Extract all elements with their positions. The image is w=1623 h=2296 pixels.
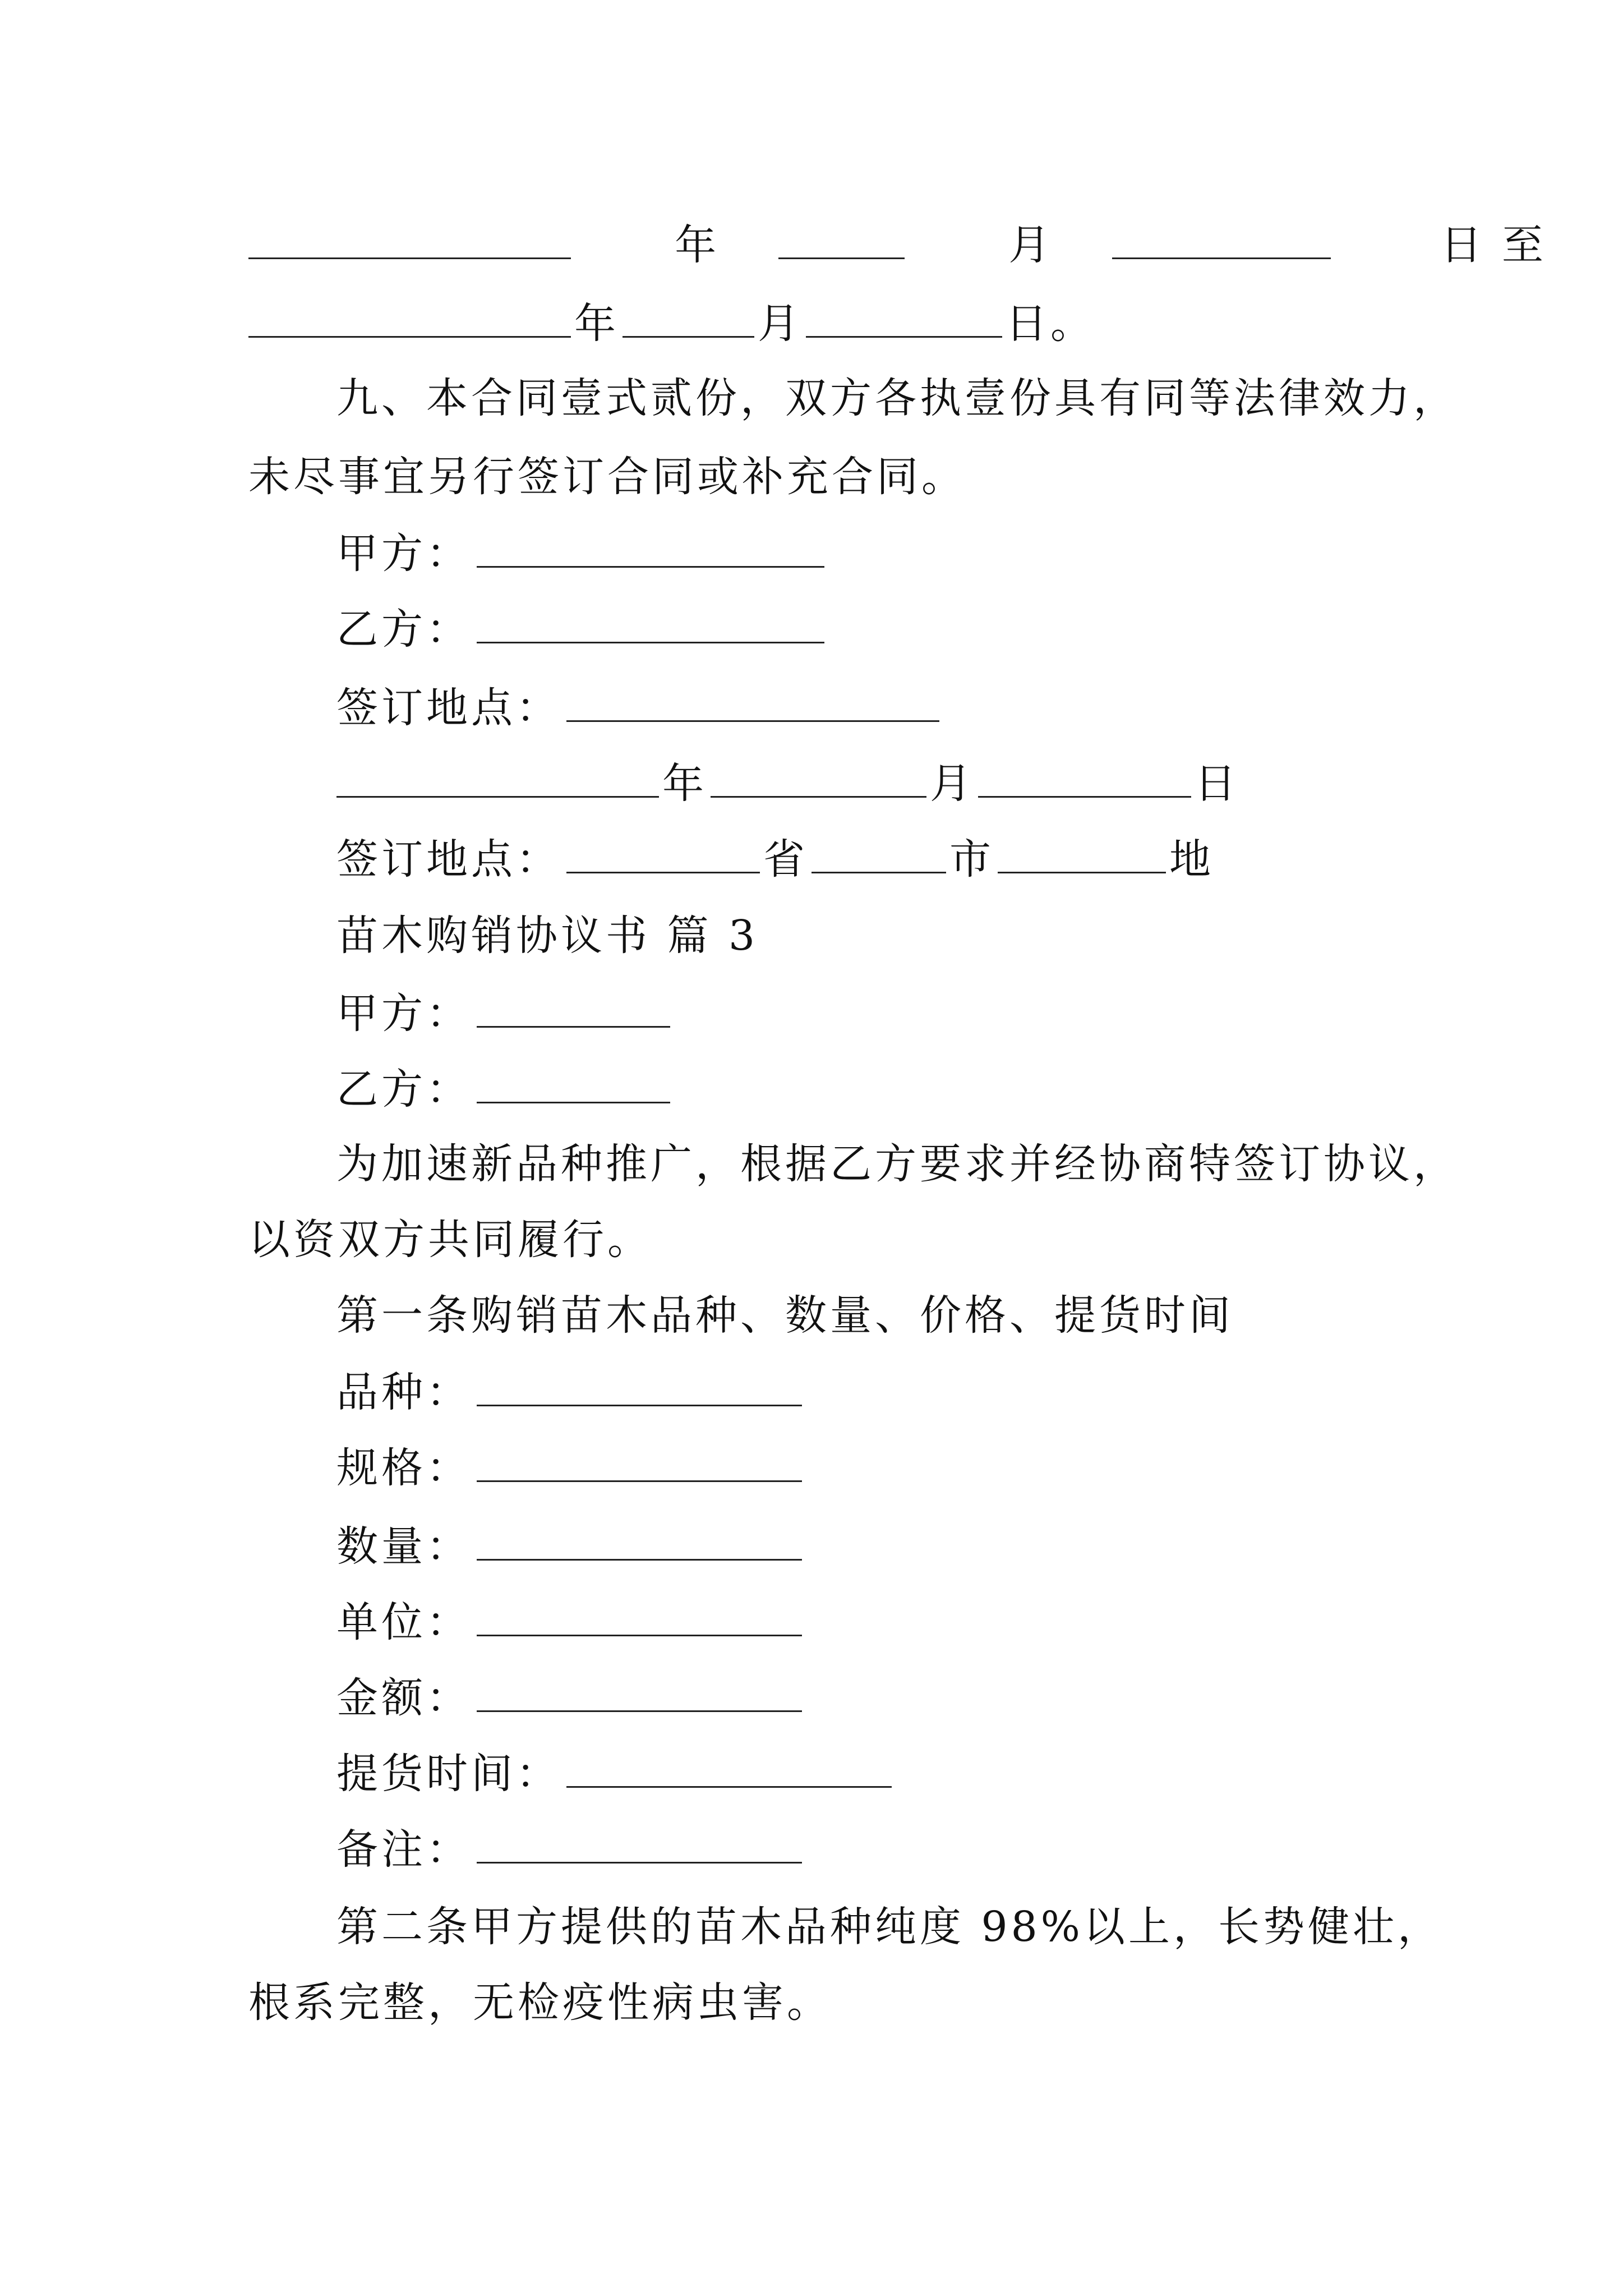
end-day-blank[interactable] xyxy=(806,295,1002,338)
signature-place-detail xyxy=(336,830,1214,887)
sign-day-label: 日 xyxy=(1195,760,1239,808)
article-2-line-2: 根系完整，无检疫性病虫害。 xyxy=(248,1978,832,2027)
month-blank[interactable] xyxy=(778,216,905,259)
end-year-blank[interactable] xyxy=(248,295,571,338)
spec-blank[interactable] xyxy=(477,1439,802,1482)
date-range-line-1 xyxy=(248,216,1547,273)
field-amount xyxy=(336,1669,805,1726)
spec-label: 规格： xyxy=(336,1444,471,1492)
s3-party-b-label: 乙方： xyxy=(336,1065,471,1114)
s3-party-a-blank[interactable] xyxy=(477,984,670,1028)
place2-label: 签订地点： xyxy=(336,835,561,884)
sign-month-blank[interactable] xyxy=(711,754,926,798)
party-a-blank[interactable] xyxy=(477,524,824,568)
signature-party-b xyxy=(336,600,828,657)
field-spec xyxy=(336,1439,805,1496)
variety-label: 品种： xyxy=(336,1368,471,1416)
place-label: 签订地点： xyxy=(336,684,561,732)
day-to-label: 日 至 xyxy=(1440,221,1547,269)
pickup-time-label: 提货时间： xyxy=(336,1750,561,1798)
sign-day-blank[interactable] xyxy=(978,754,1191,798)
article-2-line-1: 第二条甲方提供的苗木品种纯度 98%以上，长势健壮， xyxy=(336,1903,1442,1951)
remarks-label: 备注： xyxy=(336,1825,471,1874)
signature-party-a xyxy=(336,524,828,582)
province-label: 省 xyxy=(763,835,808,884)
month-label: 月 xyxy=(1008,221,1054,269)
end-month-blank[interactable] xyxy=(623,295,754,338)
field-variety xyxy=(336,1363,805,1420)
sign-year-label: 年 xyxy=(662,760,707,808)
variety-blank[interactable] xyxy=(477,1363,802,1406)
locality-label: 地 xyxy=(1169,835,1214,884)
s3-party-b-blank[interactable] xyxy=(477,1060,670,1103)
field-pickup-time xyxy=(336,1745,895,1802)
unit-label: 单位： xyxy=(336,1598,471,1646)
unit-blank[interactable] xyxy=(477,1593,802,1636)
article-1-heading: 第一条购销苗木品种、数量、价格、提货时间 xyxy=(336,1291,1234,1340)
signature-date xyxy=(336,754,1239,812)
clause-9-line-1: 九、本合同壹式贰份，双方各执壹份具有同等法律效力， xyxy=(336,374,1458,422)
sign-year-blank[interactable] xyxy=(336,754,659,798)
section-3-title: 苗木购销协议书 篇 3 xyxy=(336,912,759,960)
amount-blank[interactable] xyxy=(477,1669,802,1712)
locality-blank[interactable] xyxy=(998,830,1166,873)
field-quantity xyxy=(336,1517,805,1575)
end-day-label: 日。 xyxy=(1006,300,1095,348)
amount-label: 金额： xyxy=(336,1674,471,1722)
s3-party-a-label: 甲方： xyxy=(336,990,471,1038)
end-month-label: 月 xyxy=(758,300,803,348)
signature-place xyxy=(336,679,943,736)
place-blank[interactable] xyxy=(566,679,939,722)
remarks-blank[interactable] xyxy=(477,1820,802,1864)
field-remarks xyxy=(336,1820,805,1878)
city-blank[interactable] xyxy=(811,830,946,873)
end-year-label: 年 xyxy=(574,300,619,348)
clause-9-line-2: 未尽事宜另行签订合同或补充合同。 xyxy=(248,453,966,501)
year-blank[interactable] xyxy=(248,216,571,259)
intro-line-2: 以资双方共同履行。 xyxy=(248,1216,652,1264)
quantity-label: 数量： xyxy=(336,1522,471,1571)
field-unit xyxy=(336,1593,805,1650)
day-blank[interactable] xyxy=(1112,216,1331,259)
sign-month-label: 月 xyxy=(930,760,975,808)
party-a-label: 甲方： xyxy=(336,530,471,578)
party-b-label: 乙方： xyxy=(336,605,471,654)
section-3-party-b xyxy=(336,1060,674,1117)
intro-line-1: 为加速新品种推广，根据乙方要求并经协商特签订协议， xyxy=(336,1140,1458,1188)
date-range-line-2 xyxy=(248,295,1095,352)
province-blank[interactable] xyxy=(566,830,760,873)
quantity-blank[interactable] xyxy=(477,1517,802,1561)
party-b-blank[interactable] xyxy=(477,600,824,643)
section-3-party-a xyxy=(336,984,674,1042)
pickup-time-blank[interactable] xyxy=(566,1745,892,1788)
city-label: 市 xyxy=(949,835,994,884)
year-label: 年 xyxy=(675,221,720,269)
